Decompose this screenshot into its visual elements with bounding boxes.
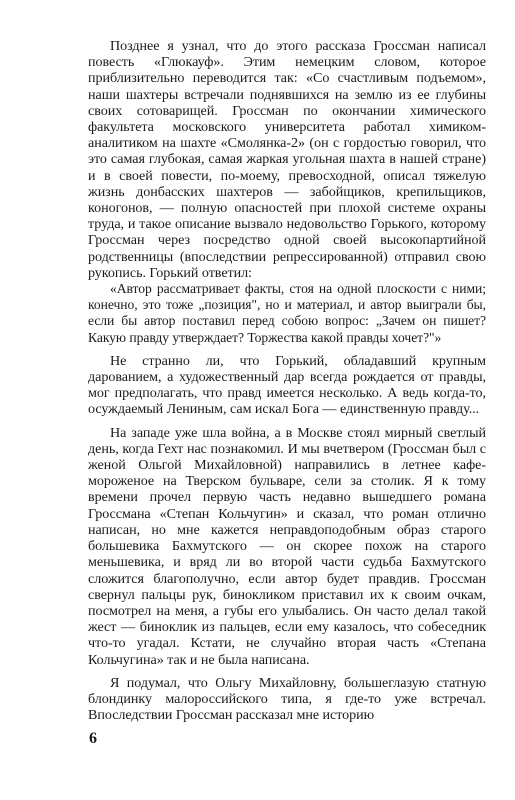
paragraph-cafe-meeting: На западе уже шла война, а в Москве стоял мирный светлый день, когда Гехт нас познакомил. И мы вчетвером (Гроссман был с женой Ольгой Михайловной) направились в летнее кафе-мороженое на Тверском бульваре, сели за столик. Я к тому времени прочел первую часть недавно вышедшего романа Гроссмана «Степан Кольчугин» и сказал, что роман отлично написан, но мне кажется неправдоподобным образ старого большевика Бахмутского — он скорее похож на старого меньшевика, и вряд ли во второй части судьба Бахмутского сложится благополучно, если автор будет правдив. Гроссман свернул пальцы рук, бинокликом приставил их к своим очкам, посмотрел на меня, а губы его улыбались. Он часто делал такой жест — биноклик из пальцев, если ему казалось, что собеседник что-то угадал. Кстати, не случайно вторая часть «Степана Кольчугина» так и не была написана. xyxy=(88,424,486,668)
paragraph-olga: Я подумал, что Ольгу Михайловну, большеглазую статную блондинку малороссийского типа, я где-то уже встречал. Впоследствии Гроссман рассказал мне историю xyxy=(88,674,486,724)
paragraph-many-truths: Не странно ли, что Горький, обладавший крупным дарованием, а художественный дар всегда рождается от правды, мог предполагать, что правд имеется несколько. А ведь когда-то, осуждаемый Лениным, сам искал Бога — единственную правду... xyxy=(88,352,486,418)
page-number: 6 xyxy=(89,730,97,747)
paragraph-gorky-quote: «Автор рассматривает факты, стоя на одной плоскости с ними; конечно, это тоже „позиция", но и материал, и автор выиграли бы, если бы автор поставил перед собою вопрос: „Зачем он пишет? Какую правду утверждает? Торжества какой правды хочет?"» xyxy=(88,281,486,345)
paragraph-gluckauf: Позднее я узнал, что до этого рассказа Гроссман написал повесть «Глюкауф». Этим немецким словом, которое приблизительно переводится так: «Со счастливым подъемом», наши шахтеры встречали поднявшихся на землю из ее глубины своих сотоварищей. Гроссман по окончании химического факультета московского университета работал химиком-аналитиком на шахте «Смолянка-2» (он с гордостью говорил, что это самая глубокая, самая жаркая угольная шахта в нашей стране) и в своей повести, по-моему, превосходной, описал тяжелую жизнь донбасских шахтеров — забойщиков, крепильщиков, коногонов, — полную опасностей при плохой системе охраны труда, и такое описание вызвало недовольство Горького, которому Гроссман через посредство одной своей высокопартийной родственницы (впоследствии репрессированной) отправил свою рукопись. Горький ответил: xyxy=(88,38,486,281)
page-text xyxy=(88,38,486,723)
